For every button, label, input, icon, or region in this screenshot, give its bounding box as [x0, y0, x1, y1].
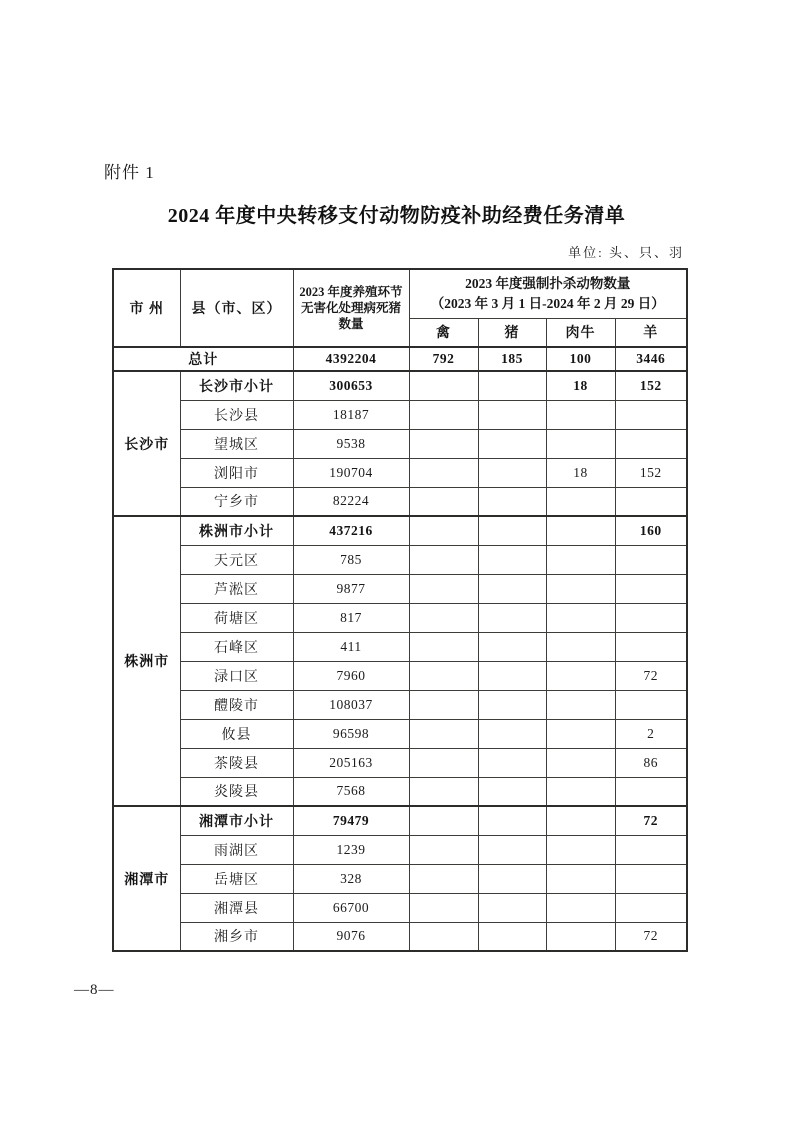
sheep-cell [615, 429, 687, 458]
col-header-dead-pig-disposal: 2023 年度养殖环节无害化处理病死猪数量 [293, 269, 409, 347]
table-row-zhuzhou-subtotal [113, 516, 687, 545]
dead-pig-cell: 82224 [293, 487, 409, 516]
sheep-cell [615, 487, 687, 516]
pigs-cell [478, 922, 546, 951]
pigs-cell [478, 806, 546, 835]
sheep-cell [615, 893, 687, 922]
poultry-cell [409, 719, 478, 748]
cattle-cell: 18 [546, 371, 615, 400]
county-cell: 炎陵县 [180, 777, 293, 806]
subsidy-task-table [112, 268, 688, 952]
table-row [113, 922, 687, 951]
pigs-cell [478, 400, 546, 429]
cattle-cell [546, 748, 615, 777]
dead-pig-cell: 9076 [293, 922, 409, 951]
cattle-cell [546, 661, 615, 690]
poultry-cell [409, 458, 478, 487]
dead-pig-cell: 205163 [293, 748, 409, 777]
sheep-cell [615, 400, 687, 429]
poultry-cell [409, 603, 478, 632]
pigs-cell [478, 429, 546, 458]
table-row [113, 632, 687, 661]
sheep-cell [615, 835, 687, 864]
city-cell-xiangtan: 湘潭市 [113, 806, 180, 951]
table-row [113, 603, 687, 632]
county-cell: 浏阳市 [180, 458, 293, 487]
pigs-cell [478, 632, 546, 661]
page-number: —8— [74, 982, 115, 998]
pigs-cell [478, 719, 546, 748]
poultry-cell [409, 632, 478, 661]
cattle-cell [546, 429, 615, 458]
pigs-cell: 185 [478, 347, 546, 371]
poultry-cell [409, 748, 478, 777]
pigs-cell [478, 835, 546, 864]
total-label-cell: 总计 [113, 347, 293, 371]
cattle-cell [546, 777, 615, 806]
poultry-cell [409, 864, 478, 893]
county-cell: 渌口区 [180, 661, 293, 690]
col-header-cull-group [409, 269, 687, 318]
table-row [113, 719, 687, 748]
table-row-changsha-subtotal [113, 371, 687, 400]
pigs-cell [478, 893, 546, 922]
pigs-cell [478, 748, 546, 777]
dead-pig-cell: 190704 [293, 458, 409, 487]
sheep-cell: 152 [615, 371, 687, 400]
cattle-cell [546, 545, 615, 574]
dead-pig-cell: 411 [293, 632, 409, 661]
county-cell: 荷塘区 [180, 603, 293, 632]
poultry-cell [409, 371, 478, 400]
dead-pig-cell: 9877 [293, 574, 409, 603]
sheep-cell: 3446 [615, 347, 687, 371]
county-cell: 天元区 [180, 545, 293, 574]
pigs-cell [478, 545, 546, 574]
cattle-cell [546, 603, 615, 632]
cattle-cell [546, 632, 615, 661]
table-row-total [113, 347, 687, 371]
sheep-cell: 72 [615, 661, 687, 690]
dead-pig-cell: 7568 [293, 777, 409, 806]
poultry-cell [409, 922, 478, 951]
poultry-cell [409, 429, 478, 458]
sheep-cell: 160 [615, 516, 687, 545]
cattle-cell [546, 922, 615, 951]
dead-pig-cell: 9538 [293, 429, 409, 458]
poultry-cell [409, 690, 478, 719]
poultry-cell [409, 893, 478, 922]
attachment-label: 附件 1 [104, 163, 155, 182]
cattle-cell [546, 893, 615, 922]
col-header-sheep: 羊 [615, 318, 687, 347]
sheep-cell: 152 [615, 458, 687, 487]
dead-pig-cell: 7960 [293, 661, 409, 690]
county-cell: 湘潭市小计 [180, 806, 293, 835]
table-row [113, 400, 687, 429]
table-row [113, 690, 687, 719]
cattle-cell: 100 [546, 347, 615, 371]
table-row [113, 748, 687, 777]
pigs-cell [478, 777, 546, 806]
poultry-cell [409, 806, 478, 835]
dead-pig-cell: 300653 [293, 371, 409, 400]
pigs-cell [478, 864, 546, 893]
county-cell: 长沙县 [180, 400, 293, 429]
county-cell: 醴陵市 [180, 690, 293, 719]
dead-pig-cell: 785 [293, 545, 409, 574]
dead-pig-cell: 108037 [293, 690, 409, 719]
county-cell: 长沙市小计 [180, 371, 293, 400]
table-row-xiangtan-subtotal [113, 806, 687, 835]
county-cell: 石峰区 [180, 632, 293, 661]
table-row [113, 574, 687, 603]
cattle-cell [546, 487, 615, 516]
task-table [112, 268, 688, 952]
table-row [113, 458, 687, 487]
cattle-cell [546, 516, 615, 545]
county-cell: 望城区 [180, 429, 293, 458]
city-cell-changsha: 长沙市 [113, 371, 180, 516]
dead-pig-cell: 817 [293, 603, 409, 632]
table-row [113, 661, 687, 690]
sheep-cell [615, 777, 687, 806]
county-cell: 攸县 [180, 719, 293, 748]
table-row [113, 487, 687, 516]
county-cell: 湘潭县 [180, 893, 293, 922]
header-row-top [113, 269, 687, 318]
sheep-cell [615, 545, 687, 574]
col-header-city: 市 州 [113, 269, 180, 347]
pigs-cell [478, 603, 546, 632]
table-row [113, 893, 687, 922]
county-cell: 湘乡市 [180, 922, 293, 951]
table-row [113, 835, 687, 864]
poultry-cell [409, 835, 478, 864]
pigs-cell [478, 516, 546, 545]
poultry-cell [409, 545, 478, 574]
county-cell: 株洲市小计 [180, 516, 293, 545]
poultry-cell [409, 777, 478, 806]
county-cell: 芦淞区 [180, 574, 293, 603]
pigs-cell [478, 690, 546, 719]
poultry-cell: 792 [409, 347, 478, 371]
county-cell: 岳塘区 [180, 864, 293, 893]
unit-note: 单位: 头、只、羽 [568, 245, 684, 260]
pigs-cell [478, 574, 546, 603]
col-header-beef-cattle: 肉牛 [546, 318, 615, 347]
col-header-poultry: 禽 [409, 318, 478, 347]
cull-group-title: 2023 年度强制扑杀动物数量 [465, 276, 631, 292]
cattle-cell [546, 806, 615, 835]
pigs-cell [478, 458, 546, 487]
poultry-cell [409, 574, 478, 603]
page-title: 2024 年度中央转移支付动物防疫补助经费任务清单 [167, 205, 626, 227]
col-header-county: 县（市、区） [180, 269, 293, 347]
dead-pig-cell: 66700 [293, 893, 409, 922]
cattle-cell: 18 [546, 458, 615, 487]
cattle-cell [546, 400, 615, 429]
dead-pig-cell: 328 [293, 864, 409, 893]
cattle-cell [546, 574, 615, 603]
cattle-cell [546, 690, 615, 719]
dead-pig-cell: 1239 [293, 835, 409, 864]
pigs-cell [478, 661, 546, 690]
dead-pig-cell: 18187 [293, 400, 409, 429]
city-cell-zhuzhou: 株洲市 [113, 516, 180, 806]
table-row [113, 429, 687, 458]
dead-pig-cell: 79479 [293, 806, 409, 835]
sheep-cell: 72 [615, 806, 687, 835]
poultry-cell [409, 516, 478, 545]
county-cell: 茶陵县 [180, 748, 293, 777]
sheep-cell [615, 574, 687, 603]
sheep-cell [615, 603, 687, 632]
cattle-cell [546, 864, 615, 893]
poultry-cell [409, 487, 478, 516]
pigs-cell [478, 371, 546, 400]
dead-pig-cell: 4392204 [293, 347, 409, 371]
sheep-cell [615, 632, 687, 661]
dead-pig-cell: 96598 [293, 719, 409, 748]
table-row [113, 545, 687, 574]
poultry-cell [409, 400, 478, 429]
cull-group-daterange: （2023 年 3 月 1 日-2024 年 2 月 29 日） [430, 295, 665, 311]
sheep-cell [615, 864, 687, 893]
sheep-cell [615, 690, 687, 719]
dead-pig-cell: 437216 [293, 516, 409, 545]
sheep-cell: 2 [615, 719, 687, 748]
col-header-pigs: 猪 [478, 318, 546, 347]
cattle-cell [546, 719, 615, 748]
poultry-cell [409, 661, 478, 690]
county-cell: 宁乡市 [180, 487, 293, 516]
sheep-cell: 86 [615, 748, 687, 777]
cattle-cell [546, 835, 615, 864]
sheep-cell: 72 [615, 922, 687, 951]
pigs-cell [478, 487, 546, 516]
county-cell: 雨湖区 [180, 835, 293, 864]
table-row [113, 864, 687, 893]
table-row [113, 777, 687, 806]
